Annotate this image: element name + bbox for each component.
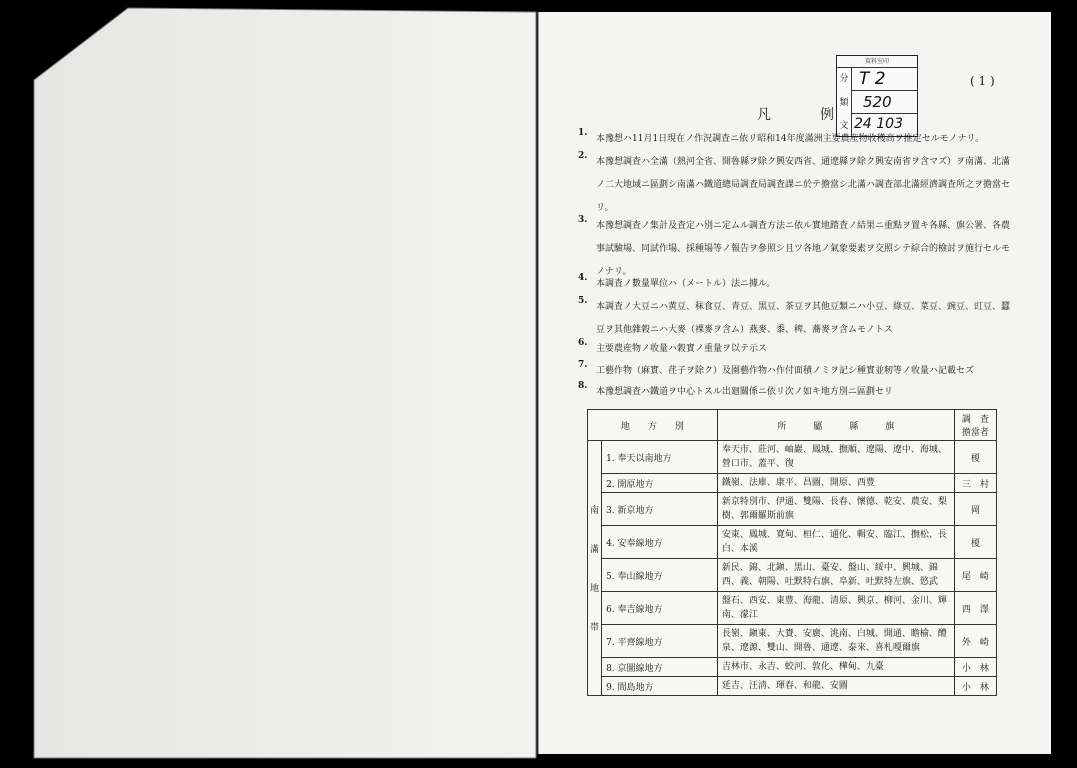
region-name xyxy=(602,592,718,625)
region-surveyor: 小 林 xyxy=(954,677,996,696)
region-prefectures: 延吉、汪淸、琿春、和龍、安圖 xyxy=(717,677,954,696)
stamp-row-label: 文 xyxy=(839,121,849,131)
table-row xyxy=(588,559,997,592)
note-number: 2. xyxy=(578,151,588,161)
region-label: 奉吉線地方 xyxy=(617,604,663,615)
region-surveyor: 岡 xyxy=(954,493,996,526)
stamp-entry-date: 24 103 xyxy=(854,116,903,132)
region-name xyxy=(602,493,718,526)
stamp-entry-class: T 2 xyxy=(859,69,886,89)
stamp-entry-number: 520 xyxy=(863,93,892,111)
note-text: 本豫想ハ11月1日現在ノ作況調査ニ依リ昭和14年度滿洲主要農産物收穫高ヲ推定セルモノナリ。 xyxy=(596,134,985,144)
region-prefectures: 鐵嶺、法庫、康平、昌圖、開原、西豊 xyxy=(717,474,954,493)
table-row xyxy=(588,474,997,493)
note-number: 5. xyxy=(578,296,588,306)
page-number: ( 1 ) xyxy=(970,74,995,88)
region-no: 2. xyxy=(606,479,615,490)
region-group-label xyxy=(588,441,602,696)
region-no: 4. xyxy=(606,538,615,549)
stamp-header: 資料室印 xyxy=(837,56,917,68)
group-char: 地 xyxy=(590,584,600,594)
note-text: 本豫想調査ノ集計及査定ハ別ニ定ムル調査方法ニ依ル實地踏査ノ結果ニ重點ヲ置キ各縣、旗公署、各農事試驗場、同試作場、採種場等ノ報告ヲ參照シ且ツ各地ノ氣象要素ヲ交照シテ綜合的檢討ヲ施行セルモノナリ。 xyxy=(596,221,1011,277)
region-prefectures: 安東、鳳城、寬甸、桓仁、通化、輯安、臨江、撫松、長白、本溪 xyxy=(717,526,954,559)
table-header-row xyxy=(588,410,997,441)
stamp-row-label: 分 xyxy=(839,74,849,84)
region-name xyxy=(602,625,718,658)
region-name xyxy=(602,474,718,493)
note-number: 7. xyxy=(578,360,588,370)
region-no: 6. xyxy=(606,604,615,615)
table-row xyxy=(588,658,997,677)
region-label: 奉山線地方 xyxy=(617,571,663,582)
region-surveyor: 小 林 xyxy=(954,658,996,677)
group-char: 南 xyxy=(590,506,600,516)
note-text: 本調査ノ數量單位ハ（メートル）法ニ據ル。 xyxy=(596,279,776,289)
region-surveyor: 尾 崎 xyxy=(954,559,996,592)
table-row xyxy=(588,677,997,696)
region-label: 奉天以南地方 xyxy=(617,453,672,464)
note-text: 本豫想調査ハ全滿（熱河全省、開魯縣ヲ除ク興安西省、通遼縣ヲ除ク興安南省ヲ含マズ）ヲ南滿、北滿ノ二大地域ニ區劃シ南滿ハ鐵道總局調査局調査課ニ於テ擔當シ北滿ハ調査部北滿經濟調査所之ヲ擔當セリ。 xyxy=(596,157,1011,213)
region-prefectures: 新民、錦、北鎭、黒山、臺安、盤山、綏中、興城、錦西、義、朝陽、吐默特右旗、阜新、吐默特左旗、慾武 xyxy=(717,559,954,592)
table-row xyxy=(588,526,997,559)
table-row xyxy=(588,441,997,474)
region-no: 9. xyxy=(606,682,615,693)
region-surveyor: 三 村 xyxy=(954,474,996,493)
group-char: 滿 xyxy=(590,545,600,555)
region-name xyxy=(602,658,718,677)
note-text: 本豫想調査ハ鐵道ヲ中心トスル出廻關係ニ依リ次ノ如キ地方別ニ區劃セリ xyxy=(596,387,893,397)
header-region: 地 方 別 xyxy=(588,410,718,441)
table-row xyxy=(588,493,997,526)
region-prefectures: 新京特別市、伊通、雙陽、長春、懷德、乾安、農安、梨樹、郭爾羅斯前旗 xyxy=(717,493,954,526)
note-number: 6. xyxy=(578,338,588,348)
region-name xyxy=(602,559,718,592)
group-char: 帯 xyxy=(590,623,600,633)
region-no: 3. xyxy=(606,505,615,516)
region-prefectures: 盤石、西安、東豊、海龍、清原、興京、柳河、金川、輝南、濛江 xyxy=(717,592,954,625)
region-no: 1. xyxy=(606,453,615,464)
heading-char: 凡 xyxy=(757,107,771,123)
region-label: 平齊線地方 xyxy=(617,637,663,648)
table-row xyxy=(588,625,997,658)
region-no: 5. xyxy=(606,571,615,582)
region-label: 新京地方 xyxy=(617,505,654,516)
region-prefectures: 奉天市、莊河、岫巖、鳳城、撫順、遼陽、遼中、海城、營口市、蓋平、復 xyxy=(717,441,954,474)
region-table xyxy=(587,409,997,696)
note-text: 本調査ノ大豆ニハ黄豆、秣食豆、青豆、黒豆、茶豆ヲ其他豆類ニハ小豆、綠豆、菜豆、豌豆、豇豆、蠶豆ヲ其他雜穀ニハ大麥（裸麥ヲ含ム）燕麥、黍、稗、蕎麥ヲ含ムモノトス xyxy=(596,302,1011,335)
region-label: 京圖線地方 xyxy=(617,663,663,674)
note-number: 1. xyxy=(578,128,588,138)
region-name xyxy=(602,677,718,696)
region-name xyxy=(602,441,718,474)
region-label: 開原地方 xyxy=(617,479,654,490)
region-label: 間島地方 xyxy=(617,682,654,693)
region-label: 安奉線地方 xyxy=(617,538,663,549)
note-number: 8. xyxy=(578,381,588,391)
table-row xyxy=(588,592,997,625)
stamp-divider xyxy=(851,67,852,136)
note-text: 主要農産物ノ收量ハ穀實ノ重量ヲ以テ示ス xyxy=(596,344,768,354)
stamp-divider xyxy=(851,113,917,114)
region-surveyor: 榎 xyxy=(954,441,996,474)
heading-char: 例 xyxy=(820,107,834,123)
note-text: 工藝作物（麻實、荏子ヲ除ク）及園藝作物ハ作付面積ノミヲ記シ種實並籾等ノ收量ハ記載セズ xyxy=(596,366,975,376)
classification-stamp xyxy=(836,55,918,137)
region-name xyxy=(602,526,718,559)
note-number: 3. xyxy=(578,215,588,225)
region-no: 7. xyxy=(606,637,615,648)
region-surveyor: 榎 xyxy=(954,526,996,559)
stamp-row-label: 類 xyxy=(839,98,849,108)
header-prefectures: 所 屬 縣 旗 xyxy=(717,410,954,441)
note-number: 4. xyxy=(578,273,588,283)
region-surveyor: 外 崎 xyxy=(954,625,996,658)
region-surveyor: 西 澤 xyxy=(954,592,996,625)
stamp-divider xyxy=(851,90,917,91)
region-prefectures: 吉林市、永吉、蛟河、敦化、樺甸、九臺 xyxy=(717,658,954,677)
region-no: 8. xyxy=(606,663,615,674)
header-surveyor: 調 査擔當者 xyxy=(954,410,996,441)
region-prefectures: 長嶺、鎭東、大賚、安廣、洮南、白城、開通、瞻榆、醴泉、遼源、雙山、開魯、通遼、泰來、喜札嘎爾旗 xyxy=(717,625,954,658)
